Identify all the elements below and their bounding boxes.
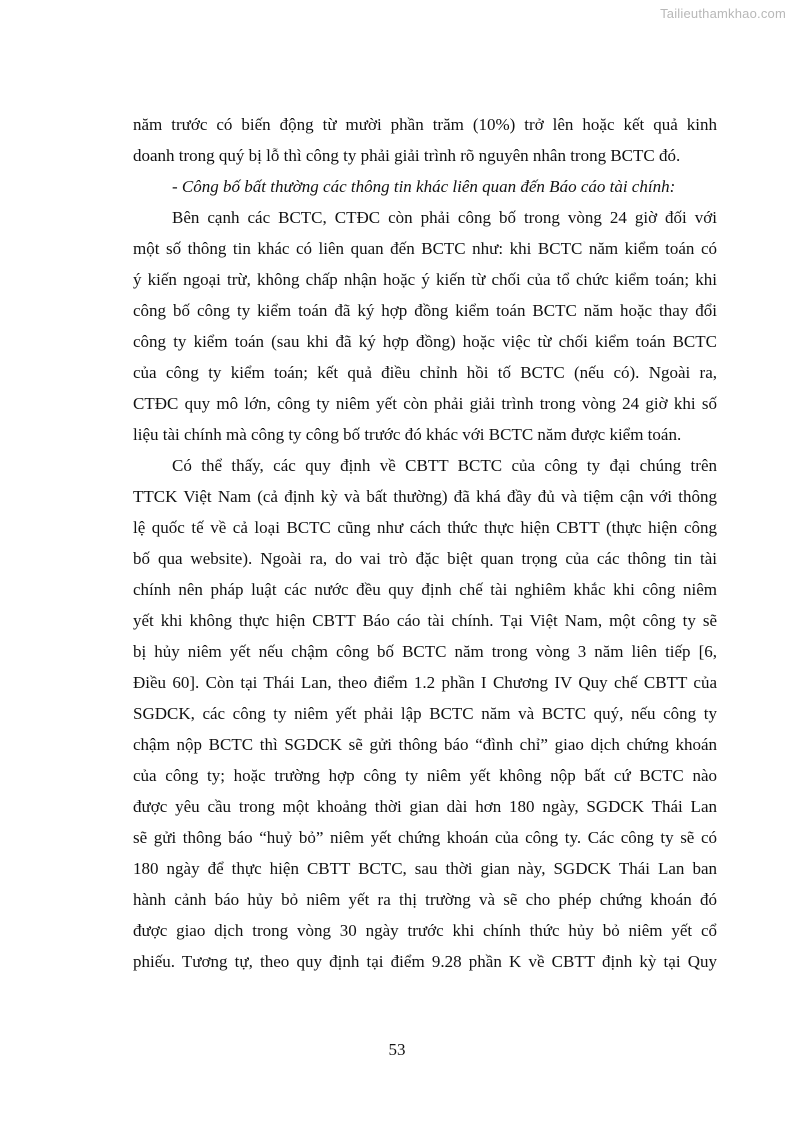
text-line: yết khi không thực hiện CBTT Báo cáo tài chính. Tại Việt Nam, một công ty sẽ (133, 611, 717, 630)
text-line: sẽ gửi thông báo “huỷ bỏ” niêm yết chứng khoán của công ty. Các công ty sẽ có (133, 828, 717, 847)
text-line: chính nên pháp luật các nước đều quy định chế tài nghiêm khắc khi công niêm (133, 580, 717, 599)
text-line: lệ quốc tế về cả loại BCTC cũng như cách thức thực hiện CBTT (thực hiện công (133, 518, 717, 537)
text-line: SGDCK, các công ty niêm yết phải lập BCTC năm và BCTC quý, nếu công ty (133, 704, 717, 723)
text-line: công bố công ty kiểm toán đã ký hợp đồng kiểm toán BCTC năm hoặc thay đổi (133, 301, 717, 320)
text-line: được giao dịch trong vòng 30 ngày trước khi chính thức hủy bỏ niêm yết cổ (133, 921, 717, 940)
text-line: của công ty; hoặc trường hợp công ty niêm yết không nộp bất cứ BCTC nào (133, 766, 717, 785)
text-line: 180 ngày để thực hiện CBTT BCTC, sau thời gian này, SGDCK Thái Lan ban (133, 859, 717, 878)
text-line: một số thông tin khác có liên quan đến BCTC như: khi BCTC năm kiểm toán có (133, 239, 717, 258)
text-line: được yêu cầu trong một khoảng thời gian dài hơn 180 ngày, SGDCK Thái Lan (133, 797, 717, 816)
text-line: liệu tài chính mà công ty công bố trước đó khác với BCTC năm được kiểm toán. (133, 425, 682, 444)
document-body (133, 109, 717, 977)
text-line: của công ty kiểm toán; kết quả điều chỉnh hồi tố BCTC (nếu có). Ngoài ra, (133, 363, 717, 382)
paragraph-first-line: Có thể thấy, các quy định về CBTT BCTC của công ty đại chúng trên (172, 456, 717, 475)
text-line: phiếu. Tương tự, theo quy định tại điểm 9.28 phần K về CBTT định kỳ tại Quy (133, 952, 717, 971)
watermark: Tailieuthamkhao.com (660, 6, 786, 21)
text-line: ý kiến ngoại trừ, không chấp nhận hoặc ý kiến từ chối của tổ chức kiểm toán; khi (133, 270, 717, 289)
text-line: CTĐC quy mô lớn, công ty niêm yết còn phải giải trình trong vòng 24 giờ khi số (133, 394, 717, 413)
section-heading: - Công bố bất thường các thông tin khác liên quan đến Báo cáo tài chính: (172, 177, 676, 196)
text-line: doanh trong quý bị lỗ thì công ty phải giải trình rõ nguyên nhân trong BCTC đó. (133, 146, 681, 165)
text-line: năm trước có biến động từ mười phần trăm (10%) trở lên hoặc kết quả kinh (133, 115, 717, 134)
text-line: hành cảnh báo hủy bỏ niêm yết ra thị trường và sẽ cho phép chứng khoán đó (133, 890, 717, 909)
text-line: công ty kiểm toán (sau khi đã ký hợp đồng) hoặc việc từ chối kiểm toán BCTC (133, 332, 717, 351)
paragraph-first-line: Bên cạnh các BCTC, CTĐC còn phải công bố trong vòng 24 giờ đối với (172, 208, 717, 227)
text-line: bị hủy niêm yết nếu chậm công bố BCTC năm trong vòng 3 năm liên tiếp [6, (133, 642, 717, 661)
text-line: Điều 60]. Còn tại Thái Lan, theo điểm 1.2 phần I Chương IV Quy chế CBTT của (133, 673, 717, 692)
text-line: TTCK Việt Nam (cả định kỳ và bất thường) đã khá đầy đủ và tiệm cận với thông (133, 487, 717, 506)
page-number: 53 (388, 1040, 406, 1059)
text-line: chậm nộp BCTC thì SGDCK sẽ gửi thông báo “đình chỉ” giao dịch chứng khoán (133, 735, 717, 754)
text-line: bố qua website). Ngoài ra, do vai trò đặc biệt quan trọng của các thông tin tài (133, 549, 717, 568)
